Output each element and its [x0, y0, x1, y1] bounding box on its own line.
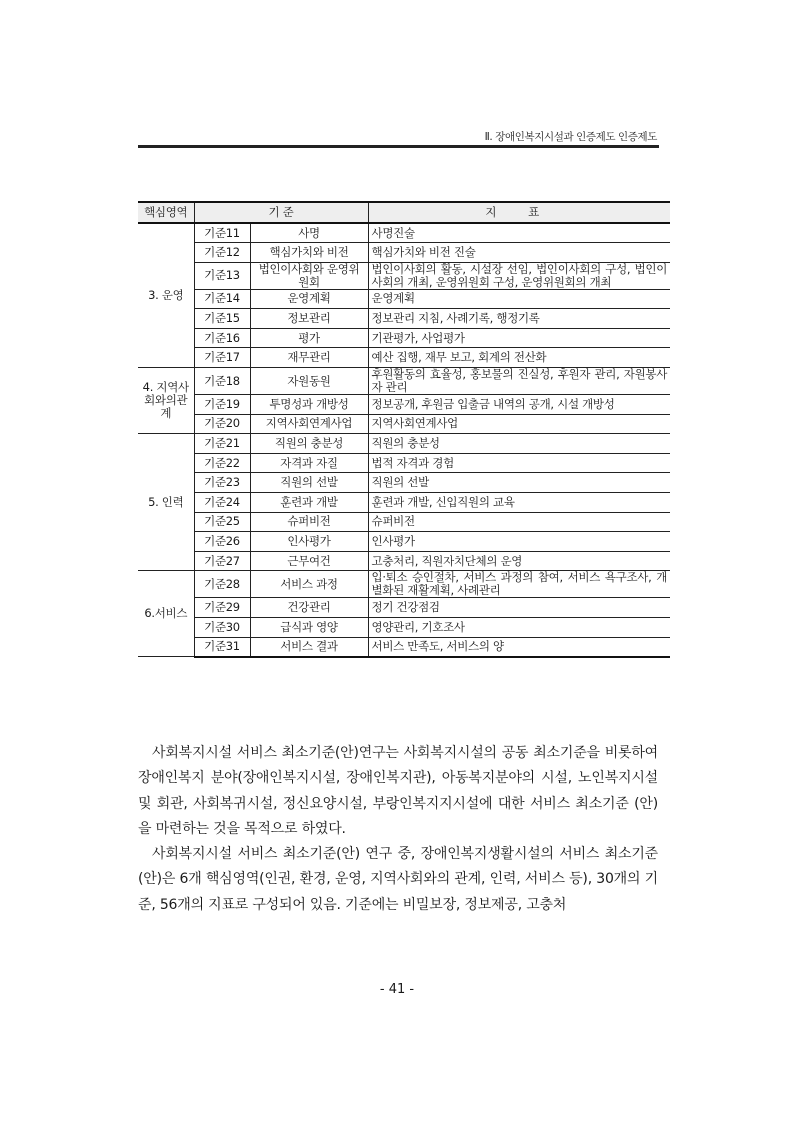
indicator-cell: 예산 집행, 재무 보고, 회계의 전산화 — [368, 348, 670, 368]
table-row — [138, 328, 670, 348]
header-indicator: 지 표 — [368, 202, 670, 223]
table-row — [138, 223, 670, 243]
standard-name: 핵심가치와 비전 — [250, 243, 368, 263]
standard-name: 평가 — [250, 328, 368, 348]
running-header — [138, 129, 659, 148]
standard-code: 기준16 — [194, 328, 250, 348]
table-header-row — [138, 202, 670, 223]
standard-name: 서비스 과정 — [250, 571, 368, 598]
standard-name: 서비스 결과 — [250, 637, 368, 657]
table-row — [138, 414, 670, 434]
indicator-cell: 후원활동의 효율성, 홍보물의 진실성, 후원자 관리, 자원봉사자 관리 — [368, 368, 670, 395]
standard-name: 건강관리 — [250, 598, 368, 618]
standard-name: 훈련과 개발 — [250, 493, 368, 513]
standard-code: 기준13 — [194, 262, 250, 289]
table-row — [138, 598, 670, 618]
paragraph: 사회복지시설 서비스 최소기준(안) 연구 중, 장애인복지생활시설의 서비스 최소기준(안)은 6개 핵심영역(인권, 환경, 운영, 지역사회와의 관계, 인력, 서비스 등), 30개의 기준, 56개의 지표로 구성되어 있음. 기준에는 비밀보장, 정보제공, 고충처 — [138, 846, 658, 913]
indicator-cell: 법적 자격과 경험 — [368, 453, 670, 473]
standard-code: 기준25 — [194, 512, 250, 532]
table-row — [138, 395, 670, 415]
standard-code: 기준27 — [194, 551, 250, 571]
standards-table — [138, 201, 670, 658]
standard-code: 기준23 — [194, 473, 250, 493]
standard-code: 기준24 — [194, 493, 250, 513]
indicator-cell: 운영계획 — [368, 289, 670, 309]
indicator-cell: 인사평가 — [368, 532, 670, 552]
table-row — [138, 493, 670, 513]
standard-name: 사명 — [250, 223, 368, 243]
indicator-cell: 법인이사회의 활동, 시설장 선임, 법인이사회의 구성, 법인이사회의 개최, 운영위원회 구성, 운영위원회의 개최 — [368, 262, 670, 289]
standard-name: 법인이사회와 운영위원회 — [250, 262, 368, 289]
indicator-cell: 지역사회연계사업 — [368, 414, 670, 434]
table-row — [138, 473, 670, 493]
indicator-cell: 직원의 선발 — [368, 473, 670, 493]
standard-name: 자원동원 — [250, 368, 368, 395]
standard-name: 투명성과 개방성 — [250, 395, 368, 415]
standard-code: 기준26 — [194, 532, 250, 552]
table-row — [138, 368, 670, 395]
standard-name: 근무여건 — [250, 551, 368, 571]
standard-name: 재무관리 — [250, 348, 368, 368]
table-row — [138, 243, 670, 263]
indicator-cell: 입·퇴소 승인절차, 서비스 과정의 참여, 서비스 욕구조사, 개별화된 재활계획, 사례관리 — [368, 571, 670, 598]
table-row — [138, 453, 670, 473]
standard-code: 기준11 — [194, 223, 250, 243]
standard-code: 기준20 — [194, 414, 250, 434]
header-standard: 기 준 — [194, 202, 368, 223]
indicator-cell: 정보관리 지침, 사례기록, 행정기록 — [368, 309, 670, 329]
table-row — [138, 434, 670, 454]
paragraph: 사회복지시설 서비스 최소기준(안)연구는 사회복지시설의 공동 최소기준을 비롯하여 장애인복지 분야(장애인복지시설, 장애인복지관), 아동복지분야의 시설, 노인복지시설 및 회관, 사회복귀시설, 정신요양시설, 부랑인복지지시설에 대한 서비스 최소기준 (안)을 마련하는 것을 목적으로 하였다. — [138, 745, 658, 837]
standard-name: 인사평가 — [250, 532, 368, 552]
header-domain: 핵심영역 — [138, 202, 194, 223]
indicator-cell: 슈퍼비전 — [368, 512, 670, 532]
body-text — [138, 741, 658, 918]
indicator-cell: 기관평가, 사업평가 — [368, 328, 670, 348]
standard-code: 기준14 — [194, 289, 250, 309]
standard-code: 기준15 — [194, 309, 250, 329]
standard-code: 기준30 — [194, 618, 250, 638]
indicator-cell: 정보공개, 후원금 입출금 내역의 공개, 시설 개방성 — [368, 395, 670, 415]
standard-code: 기준17 — [194, 348, 250, 368]
standard-code: 기준22 — [194, 453, 250, 473]
standard-code: 기준12 — [194, 243, 250, 263]
table-row — [138, 571, 670, 598]
table-row — [138, 262, 670, 289]
standard-code: 기준31 — [194, 637, 250, 657]
indicator-cell: 서비스 만족도, 서비스의 양 — [368, 637, 670, 657]
standard-code: 기준21 — [194, 434, 250, 454]
table-row — [138, 618, 670, 638]
standard-code: 기준29 — [194, 598, 250, 618]
indicator-cell: 핵심가치와 비전 진술 — [368, 243, 670, 263]
table-row — [138, 512, 670, 532]
domain-cell: 6.서비스 — [138, 571, 194, 657]
standard-name: 정보관리 — [250, 309, 368, 329]
table-row — [138, 532, 670, 552]
table-row — [138, 551, 670, 571]
table-row — [138, 289, 670, 309]
standard-code: 기준28 — [194, 571, 250, 598]
page-number: - 41 - — [379, 982, 415, 997]
domain-cell: 5. 인력 — [138, 434, 194, 571]
indicator-cell: 직원의 충분성 — [368, 434, 670, 454]
standard-name: 자격과 자질 — [250, 453, 368, 473]
indicator-cell: 영양관리, 기호조사 — [368, 618, 670, 638]
domain-cell: 3. 운영 — [138, 223, 194, 368]
indicator-cell: 정기 건강점검 — [368, 598, 670, 618]
standard-name: 지역사회연계사업 — [250, 414, 368, 434]
table-row — [138, 309, 670, 329]
standard-code: 기준19 — [194, 395, 250, 415]
indicator-cell: 훈련과 개발, 신입직원의 교육 — [368, 493, 670, 513]
domain-cell: 4. 지역사회와의관계 — [138, 368, 194, 434]
standard-name: 직원의 선발 — [250, 473, 368, 493]
indicator-cell: 고충처리, 직원자치단체의 운영 — [368, 551, 670, 571]
standard-name: 운영계획 — [250, 289, 368, 309]
standard-name: 직원의 충분성 — [250, 434, 368, 454]
standard-name: 슈퍼비전 — [250, 512, 368, 532]
indicator-cell: 사명진술 — [368, 223, 670, 243]
running-title: Ⅱ. 장애인복지시설과 인증제도 인증제도 — [484, 131, 657, 143]
table-row — [138, 348, 670, 368]
table-row — [138, 637, 670, 657]
standard-name: 급식과 영양 — [250, 618, 368, 638]
standard-code: 기준18 — [194, 368, 250, 395]
